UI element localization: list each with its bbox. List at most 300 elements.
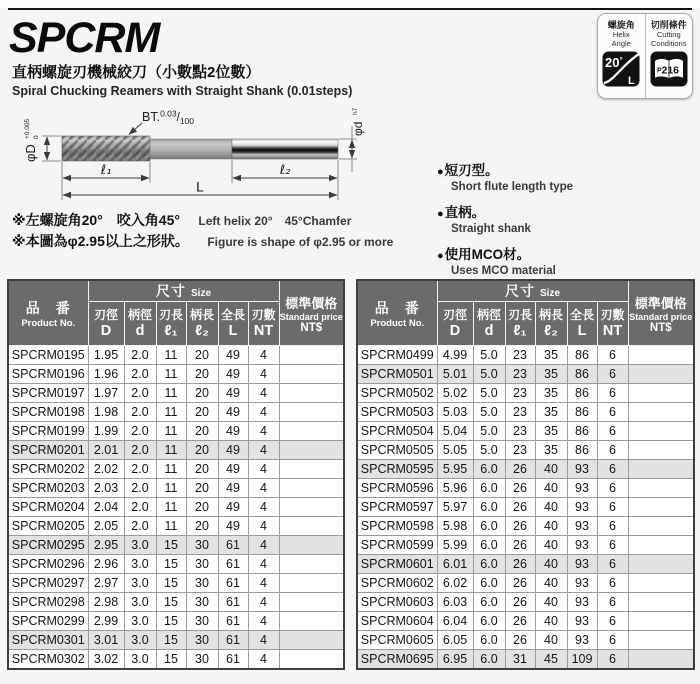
cell-flute-length: 15 [156,612,186,631]
cell-flute-count: 4 [248,384,279,403]
cell-price [628,479,694,498]
cell-overall-length: 86 [567,441,597,460]
cell-overall-length: 49 [218,498,248,517]
cell-blade-dia: 2.96 [88,555,124,574]
feature-zh: 直柄。 [444,205,486,220]
cell-flute-count: 4 [248,365,279,384]
header-col-d: 柄徑 d [473,302,505,346]
note-zh: ※左螺旋角20° 咬入角45° [12,212,180,228]
cell-shank-dia: 6.0 [473,650,505,669]
cell-flute-length: 15 [156,650,186,669]
table-row [357,365,694,384]
cell-flute-count: 6 [597,498,628,517]
header-col-NT: 刃數 NT [248,302,279,346]
table-row [8,612,344,631]
cell-shank-dia: 2.0 [124,498,156,517]
cell-price [628,593,694,612]
cell-overall-length: 93 [567,536,597,555]
table-row [357,650,694,669]
table-row [357,574,694,593]
cell-blade-dia: 5.98 [437,517,473,536]
dim-l2 [233,163,337,178]
cell-blade-dia: 2.02 [88,460,124,479]
cell-price [279,346,344,365]
cell-overall-length: 93 [567,612,597,631]
table-row [8,650,344,669]
cell-product-no: SPCRM0198 [8,403,88,422]
feature-en: Short flute length type [451,181,574,193]
header-col-l2: 柄長 ℓ₂ [186,302,218,346]
dim-phi-D [23,119,61,162]
cell-product-no: SPCRM0297 [8,574,88,593]
cell-overall-length: 93 [567,574,597,593]
helix-angle-label-en: Helix Angle [611,30,631,48]
cell-blade-dia: 2.97 [88,574,124,593]
cell-product-no: SPCRM0502 [357,384,437,403]
cell-shank-length: 30 [186,612,218,631]
cell-flute-length: 11 [156,460,186,479]
cell-overall-length: 61 [218,612,248,631]
table-row [357,479,694,498]
cell-overall-length: 86 [567,403,597,422]
cell-shank-dia: 3.0 [124,593,156,612]
cell-blade-dia: 5.95 [437,460,473,479]
header-size: 尺寸 Size [88,280,279,302]
note-en: Figure is shape of φ2.95 or more [207,235,394,249]
cell-product-no: SPCRM0196 [8,365,88,384]
cell-shank-dia: 2.0 [124,403,156,422]
cell-flute-count: 4 [248,593,279,612]
cell-product-no: SPCRM0504 [357,422,437,441]
cell-shank-dia: 6.0 [473,517,505,536]
cell-shank-dia: 2.0 [124,384,156,403]
cell-product-no: SPCRM0695 [357,650,437,669]
cell-product-no: SPCRM0195 [8,346,88,365]
bt-runout-callout [129,109,194,135]
dim-phi-d [339,107,365,172]
cell-price [279,460,344,479]
cell-blade-dia: 6.95 [437,650,473,669]
cell-price [628,650,694,669]
svg-text:216: 216 [661,64,679,77]
cell-product-no: SPCRM0601 [357,555,437,574]
cell-flute-count: 6 [597,346,628,365]
cell-product-no: SPCRM0204 [8,498,88,517]
cell-blade-dia: 3.01 [88,631,124,650]
cell-flute-length: 15 [156,593,186,612]
cell-blade-dia: 1.95 [88,346,124,365]
top-rule [8,8,692,10]
cell-price [279,574,344,593]
cell-blade-dia: 5.96 [437,479,473,498]
feature-short-flute [437,159,692,193]
cell-product-no: SPCRM0302 [8,650,88,669]
cell-product-no: SPCRM0197 [8,384,88,403]
cell-product-no: SPCRM0599 [357,536,437,555]
header-col-L: 全長 L [218,302,248,346]
cell-flute-count: 6 [597,536,628,555]
cell-flute-length: 26 [505,460,535,479]
cell-shank-length: 20 [186,365,218,384]
cell-overall-length: 49 [218,422,248,441]
cell-product-no: SPCRM0299 [8,612,88,631]
helix-angle-badge [598,14,645,98]
cell-overall-length: 49 [218,384,248,403]
header-col-l1: 刃長 ℓ₁ [505,302,535,346]
svg-text:φD: φD [23,144,38,162]
cell-shank-length: 20 [186,422,218,441]
header-col-l2: 柄長 ℓ₂ [535,302,567,346]
cell-shank-dia: 5.0 [473,403,505,422]
cell-overall-length: 61 [218,631,248,650]
header-col-NT: 刃數 NT [597,302,628,346]
cell-shank-length: 30 [186,631,218,650]
cell-shank-dia: 6.0 [473,555,505,574]
cell-blade-dia: 1.96 [88,365,124,384]
cell-overall-length: 61 [218,574,248,593]
table-row [8,460,344,479]
cell-price [628,460,694,479]
table-row [357,403,694,422]
cell-product-no: SPCRM0603 [357,593,437,612]
cell-blade-dia: 6.01 [437,555,473,574]
cell-shank-dia: 2.0 [124,441,156,460]
cell-price [279,517,344,536]
cell-flute-length: 23 [505,384,535,403]
svg-text:20°: 20° [605,55,623,71]
cell-shank-length: 20 [186,498,218,517]
table-row [8,631,344,650]
cell-price [279,631,344,650]
cell-overall-length: 61 [218,650,248,669]
cell-overall-length: 61 [218,593,248,612]
cell-price [279,441,344,460]
cell-product-no: SPCRM0199 [8,422,88,441]
reamer-technical-drawing [15,104,405,207]
cell-price [628,365,694,384]
cell-blade-dia: 5.03 [437,403,473,422]
header-col-l1: 刃長 ℓ₁ [156,302,186,346]
cell-flute-length: 23 [505,441,535,460]
cell-flute-length: 26 [505,536,535,555]
cell-overall-length: 93 [567,460,597,479]
cutting-conditions-label-en: Cutting Conditions [651,30,687,48]
table-row [357,498,694,517]
cell-price [279,593,344,612]
cell-shank-dia: 3.0 [124,612,156,631]
header-product-no: 品 番 Product No. [357,280,437,346]
cell-blade-dia: 6.05 [437,631,473,650]
cell-flute-count: 6 [597,555,628,574]
cell-shank-length: 20 [186,384,218,403]
cutting-conditions-label-zh: 切削條件 [650,20,687,30]
cell-price [628,422,694,441]
table-row [8,441,344,460]
table-row [357,517,694,536]
cell-overall-length: 93 [567,593,597,612]
cell-blade-dia: 6.04 [437,612,473,631]
cell-price [279,498,344,517]
cell-product-no: SPCRM0604 [357,612,437,631]
cell-overall-length: 61 [218,555,248,574]
reamer-body [62,136,338,161]
cell-shank-length: 40 [535,517,567,536]
cell-flute-count: 6 [597,479,628,498]
cell-product-no: SPCRM0605 [357,631,437,650]
cell-flute-count: 4 [248,460,279,479]
cell-shank-length: 40 [535,479,567,498]
cell-shank-length: 45 [535,650,567,669]
feature-en: Uses MCO material [451,265,556,277]
note-figure-shape [12,231,393,251]
cell-shank-dia: 2.0 [124,517,156,536]
cell-blade-dia: 2.95 [88,536,124,555]
cell-shank-length: 20 [186,346,218,365]
cutting-conditions-badge [645,14,693,98]
cell-shank-dia: 5.0 [473,346,505,365]
page-title: SPCRM [9,14,160,62]
table-row [8,593,344,612]
table-row [8,517,344,536]
cell-shank-dia: 6.0 [473,460,505,479]
cell-overall-length: 49 [218,517,248,536]
cell-shank-dia: 5.0 [473,365,505,384]
cell-flute-length: 26 [505,498,535,517]
cell-flute-count: 6 [597,403,628,422]
spec-badges [597,13,693,99]
cell-flute-count: 4 [248,346,279,365]
cell-flute-length: 15 [156,536,186,555]
svg-text:BT.0.03/100: $BT.^{0.03}/_{100}$ [142,108,194,126]
cell-overall-length: 93 [567,631,597,650]
cell-price [628,384,694,403]
cell-shank-length: 30 [186,650,218,669]
cell-shank-dia: 2.0 [124,365,156,384]
cell-price [628,441,694,460]
cell-price [279,479,344,498]
cell-blade-dia: 5.02 [437,384,473,403]
table-row [357,422,694,441]
cell-flute-count: 4 [248,574,279,593]
cell-shank-dia: 2.0 [124,479,156,498]
cell-shank-length: 40 [535,536,567,555]
cell-shank-dia: 5.0 [473,384,505,403]
cell-flute-count: 4 [248,517,279,536]
cell-price [628,346,694,365]
cell-blade-dia: 6.03 [437,593,473,612]
cell-flute-count: 6 [597,593,628,612]
table-row [8,555,344,574]
header-standard-price: 標準價格 Standard price NT$ [279,280,344,346]
cell-overall-length: 49 [218,346,248,365]
cell-overall-length: 86 [567,422,597,441]
table-row [357,536,694,555]
cell-price [628,517,694,536]
cell-price [628,403,694,422]
cell-flute-length: 11 [156,365,186,384]
feature-list [437,159,692,285]
cell-product-no: SPCRM0602 [357,574,437,593]
cell-flute-count: 4 [248,555,279,574]
cell-shank-length: 20 [186,460,218,479]
feature-zh: 短刃型。 [444,163,499,178]
cell-shank-dia: 3.0 [124,536,156,555]
cell-flute-length: 26 [505,612,535,631]
cell-flute-count: 6 [597,384,628,403]
subtitle-zh: 直柄螺旋刃機械絞刀（小數點2位數） [12,64,261,81]
cell-flute-count: 6 [597,441,628,460]
cell-price [279,422,344,441]
cell-flute-length: 23 [505,365,535,384]
cell-flute-count: 4 [248,498,279,517]
header-size: 尺寸 Size [437,280,628,302]
note-helix-chamfer [12,210,351,230]
cell-shank-dia: 6.0 [473,574,505,593]
cell-shank-length: 40 [535,593,567,612]
table-row [8,365,344,384]
cell-price [279,384,344,403]
cell-blade-dia: 1.99 [88,422,124,441]
cell-flute-length: 11 [156,384,186,403]
cell-price [279,536,344,555]
header-col-d: 柄徑 d [124,302,156,346]
cell-shank-dia: 3.0 [124,650,156,669]
cell-blade-dia: 5.05 [437,441,473,460]
table-row [8,346,344,365]
cell-shank-length: 30 [186,536,218,555]
cell-product-no: SPCRM0596 [357,479,437,498]
helix-angle-icon [602,51,640,87]
cell-flute-count: 4 [248,631,279,650]
cell-shank-dia: 5.0 [473,441,505,460]
cell-shank-dia: 3.0 [124,555,156,574]
svg-text:+0.005: +0.005 [24,118,31,139]
subtitle-en: Spiral Chucking Reamers with Straight Shank (0.01steps) [12,84,353,98]
cell-price [628,574,694,593]
cell-shank-length: 35 [535,346,567,365]
cell-flute-count: 4 [248,403,279,422]
product-table-right [356,279,695,670]
cell-flute-count: 6 [597,631,628,650]
cell-shank-dia: 5.0 [473,422,505,441]
cell-flute-count: 6 [597,574,628,593]
cell-product-no: SPCRM0201 [8,441,88,460]
cell-overall-length: 49 [218,403,248,422]
cell-shank-length: 20 [186,517,218,536]
cell-flute-count: 6 [597,460,628,479]
cell-product-no: SPCRM0503 [357,403,437,422]
cell-blade-dia: 6.02 [437,574,473,593]
table-row [357,460,694,479]
cell-shank-length: 35 [535,403,567,422]
cell-blade-dia: 5.04 [437,422,473,441]
cell-flute-length: 15 [156,631,186,650]
cell-overall-length: 86 [567,365,597,384]
cell-product-no: SPCRM0597 [357,498,437,517]
cell-flute-count: 4 [248,441,279,460]
cell-overall-length: 86 [567,346,597,365]
cell-shank-length: 40 [535,498,567,517]
bullet-icon: ● [437,250,444,262]
cell-flute-length: 11 [156,498,186,517]
cell-product-no: SPCRM0301 [8,631,88,650]
cell-overall-length: 93 [567,479,597,498]
cell-price [279,403,344,422]
cell-blade-dia: 5.01 [437,365,473,384]
table-row [357,384,694,403]
cell-price [279,612,344,631]
table-row [8,422,344,441]
note-zh: ※本圖為φ2.95以上之形狀。 [12,233,189,249]
top-margin [0,0,700,8]
cell-shank-length: 30 [186,555,218,574]
cell-product-no: SPCRM0203 [8,479,88,498]
cell-shank-dia: 6.0 [473,498,505,517]
cell-flute-count: 4 [248,650,279,669]
cell-product-no: SPCRM0598 [357,517,437,536]
product-table-left [7,279,345,670]
cell-product-no: SPCRM0205 [8,517,88,536]
cell-flute-length: 26 [505,517,535,536]
svg-text:P: P [656,67,662,75]
cell-price [628,498,694,517]
cell-flute-count: 4 [248,612,279,631]
cell-overall-length: 49 [218,441,248,460]
table-row [8,574,344,593]
svg-text:L: L [628,75,635,88]
cell-shank-length: 30 [186,593,218,612]
feature-mco-material [437,243,692,277]
cell-overall-length: 61 [218,536,248,555]
svg-text:0: 0 [33,135,40,139]
cell-blade-dia: 2.04 [88,498,124,517]
cell-flute-length: 11 [156,479,186,498]
dim-L [63,179,337,196]
header-standard-price: 標準價格 Standard price NT$ [628,280,694,346]
cell-flute-count: 4 [248,479,279,498]
cell-flute-length: 26 [505,555,535,574]
table-row [8,403,344,422]
header-col-L: 全長 L [567,302,597,346]
cell-shank-length: 30 [186,574,218,593]
svg-text:ℓ₁: ℓ₁ [100,163,112,178]
cell-flute-length: 26 [505,479,535,498]
cell-shank-dia: 2.0 [124,460,156,479]
cell-shank-length: 35 [535,422,567,441]
cell-flute-length: 31 [505,650,535,669]
cell-product-no: SPCRM0296 [8,555,88,574]
cell-shank-dia: 6.0 [473,479,505,498]
cell-flute-length: 11 [156,441,186,460]
cell-blade-dia: 2.05 [88,517,124,536]
cell-overall-length: 49 [218,460,248,479]
table-row [357,593,694,612]
cell-shank-length: 35 [535,384,567,403]
cell-price [279,650,344,669]
feature-zh: 使用MCO材。 [444,247,531,262]
svg-text:φd: φd [351,121,365,136]
svg-text:ℓ₂: ℓ₂ [279,163,291,178]
cell-flute-length: 15 [156,574,186,593]
cell-product-no: SPCRM0501 [357,365,437,384]
cell-blade-dia: 1.98 [88,403,124,422]
cell-shank-length: 40 [535,612,567,631]
cell-overall-length: 109 [567,650,597,669]
header-col-D: 刃徑 D [88,302,124,346]
cell-flute-length: 26 [505,631,535,650]
cell-blade-dia: 2.01 [88,441,124,460]
cell-blade-dia: 1.97 [88,384,124,403]
